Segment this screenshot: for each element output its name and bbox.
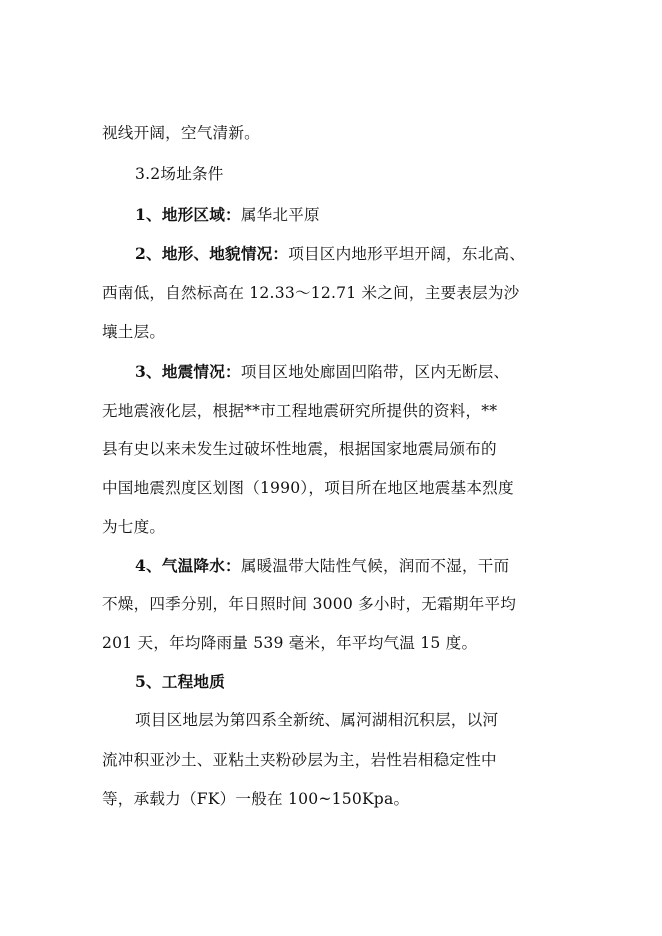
paragraph-seismic (135, 362, 509, 382)
text-line: 项目区地处廊固凹陷带，区内无断层、 (240, 363, 510, 381)
section-heading: 3.2场址条件 (135, 165, 224, 183)
text-line: 项目区内地形平坦开阔，东北高、 (288, 245, 526, 263)
text-line: 西南低，自然标高在 12.33～12.71 米之间，主要表层为沙 (102, 284, 520, 302)
paragraph-climate (135, 556, 509, 576)
text-line: 县有史以来未发生过破坏性地震，根据国家地震局颁布的 (102, 440, 497, 458)
label-seismic: 3、地震情况： (135, 362, 241, 381)
text-line: 壤土层。 (102, 323, 166, 341)
text-line: 不燥，四季分别，年日照时间 3000 多小时，无霜期年平均 (102, 595, 517, 613)
text-line: 中国地震烈度区划图（1990），项目所在地区地震基本烈度 (102, 479, 514, 497)
text-terrain-region: 属华北平原 (240, 206, 320, 224)
paragraph-terrain-region (135, 205, 320, 225)
text-line: 等，承载力（FK）一般在 100~150Kpa。 (102, 790, 410, 808)
subheading-geology: 5、工程地质 (135, 672, 226, 691)
text-line: 视线开阔，空气清新。 (102, 124, 260, 142)
text-line: 201 天，年均降雨量 539 毫米，年平均气温 15 度。 (102, 634, 478, 652)
paragraph-landform (135, 244, 525, 264)
text-line: 属暖温带大陆性气候，润而不湿，干而 (240, 557, 510, 575)
label-terrain-region: 1、地形区域： (135, 205, 241, 224)
text-line: 流冲积亚沙土、亚粘土夹粉砂层为主，岩性岩相稳定性中 (102, 751, 497, 769)
text-line: 无地震液化层，根据**市工程地震研究所提供的资料，** (102, 402, 498, 420)
label-climate: 4、气温降水： (135, 556, 241, 575)
label-landform: 2、地形、地貌情况： (135, 244, 289, 263)
text-line: 项目区地层为第四系全新统、属河湖相沉积层，以河 (135, 711, 499, 729)
text-line: 为七度。 (102, 518, 166, 536)
